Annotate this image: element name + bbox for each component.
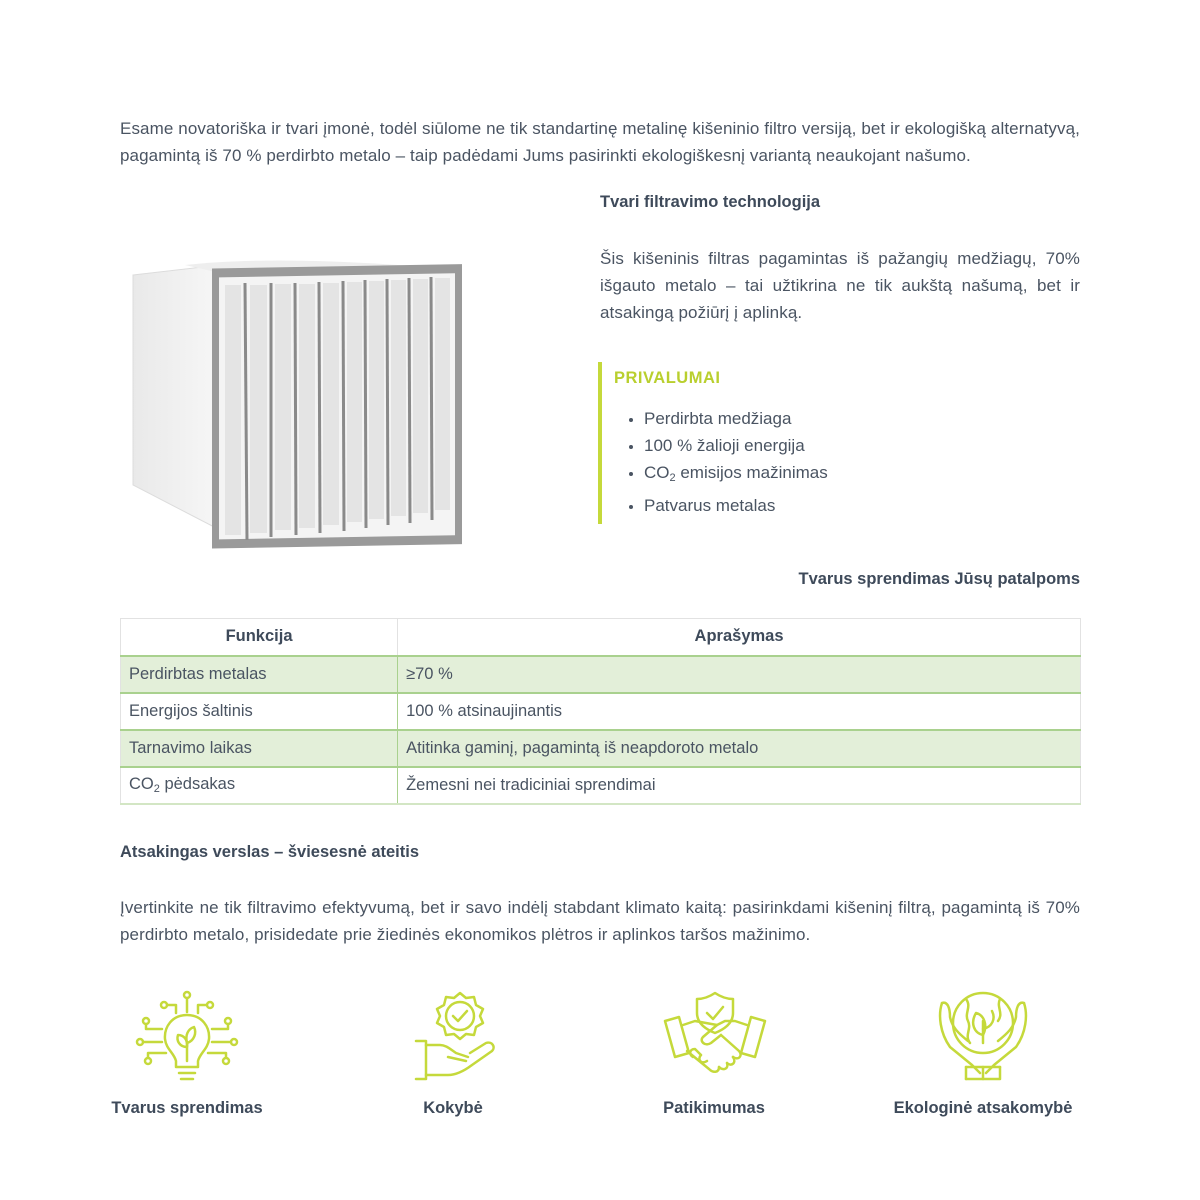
cell-description: Žemesni nei tradiciniai sprendimai <box>398 767 1081 804</box>
cell-description: Atitinka gaminį, pagamintą iš neapdoroto metalo <box>398 730 1081 767</box>
pocket-filter-image <box>125 255 470 555</box>
intro-paragraph: Esame novatoriška ir tvari įmonė, todėl siūlome ne tik standartinę metalinę kišeninio filtro versiją, bet ir ekologišką alternatyvą, pagamintą iš 70 % perdirbto metalo – taip padėdami Jums pasirinkti ekologiškesnį variantą neaukojant našumo. <box>120 119 1080 165</box>
hands-globe-leaf-icon <box>928 985 1038 1085</box>
cell-function <box>121 767 398 804</box>
benefit-item-suffix: emisijos mažinimas <box>675 463 828 482</box>
benefits-title: PRIVALUMAI <box>614 369 721 387</box>
table-title: Tvarus sprendimas Jūsų patalpoms <box>798 570 1080 588</box>
table-row <box>121 693 1081 730</box>
benefits-box <box>598 362 898 524</box>
cell-function-subscript: 2 <box>153 783 160 795</box>
benefit-item-co: CO <box>644 463 670 482</box>
benefit-item: Perdirbta medžiaga <box>629 405 898 432</box>
benefit-item: Patvarus metalas <box>629 492 898 519</box>
benefits-list <box>614 405 898 519</box>
feature-label: Ekologinė atsakomybė <box>893 1099 1073 1117</box>
handshake-shield-icon <box>659 985 769 1085</box>
feature-reliability <box>594 985 834 1118</box>
technology-title: Tvari filtravimo technologija <box>600 193 821 211</box>
hand-badge-check-icon <box>398 985 508 1085</box>
feature-sustainable <box>67 985 307 1118</box>
cell-function: Perdirbtas metalas <box>121 656 398 693</box>
table-row <box>121 730 1081 767</box>
feature-quality <box>333 985 573 1118</box>
cell-function: Energijos šaltinis <box>121 693 398 730</box>
technology-paragraph: Šis kišeninis filtras pagamintas iš pažangių medžiagų, 70% išgauto metalo – tai užtikrina ne tik aukštą našumą, bet ir atsakingą požiūrį į aplinką. <box>600 249 1080 322</box>
cell-function-co: CO <box>129 775 154 793</box>
table-header-row <box>121 619 1081 656</box>
specification-table <box>120 618 1081 805</box>
feature-ecological <box>863 985 1103 1118</box>
table-row <box>121 767 1081 804</box>
table-row <box>121 656 1081 693</box>
feature-label: Tvarus sprendimas <box>111 1099 263 1117</box>
lightbulb-leaf-icon <box>132 985 242 1085</box>
cell-description: 100 % atsinaujinantis <box>398 693 1081 730</box>
header-description: Aprašymas <box>398 619 1081 656</box>
header-function: Funkcija <box>121 619 398 656</box>
responsibility-paragraph: Įvertinkite ne tik filtravimo efektyvumą, bet ir savo indėlį stabdant klimato kaitą: pasirinkdami kišeninį filtrą, pagamintą iš 70% perdirbto metalo, prisidedate prie žiedinės ekonomikos plėtros ir aplinkos taršos mažinimo. <box>120 898 1080 944</box>
benefit-item-subscript: 2 <box>669 472 676 484</box>
feature-label: Kokybė <box>423 1099 483 1117</box>
benefit-item: 100 % žalioji energija <box>629 432 898 459</box>
benefit-item <box>629 459 898 492</box>
responsibility-title: Atsakingas verslas – šviesesnė ateitis <box>120 843 420 861</box>
features-row <box>0 985 1200 1125</box>
feature-label: Patikimumas <box>663 1099 765 1117</box>
cell-description: ≥70 % <box>398 656 1081 693</box>
cell-function: Tarnavimo laikas <box>121 730 398 767</box>
cell-function-suffix: pėdsakas <box>159 775 236 793</box>
